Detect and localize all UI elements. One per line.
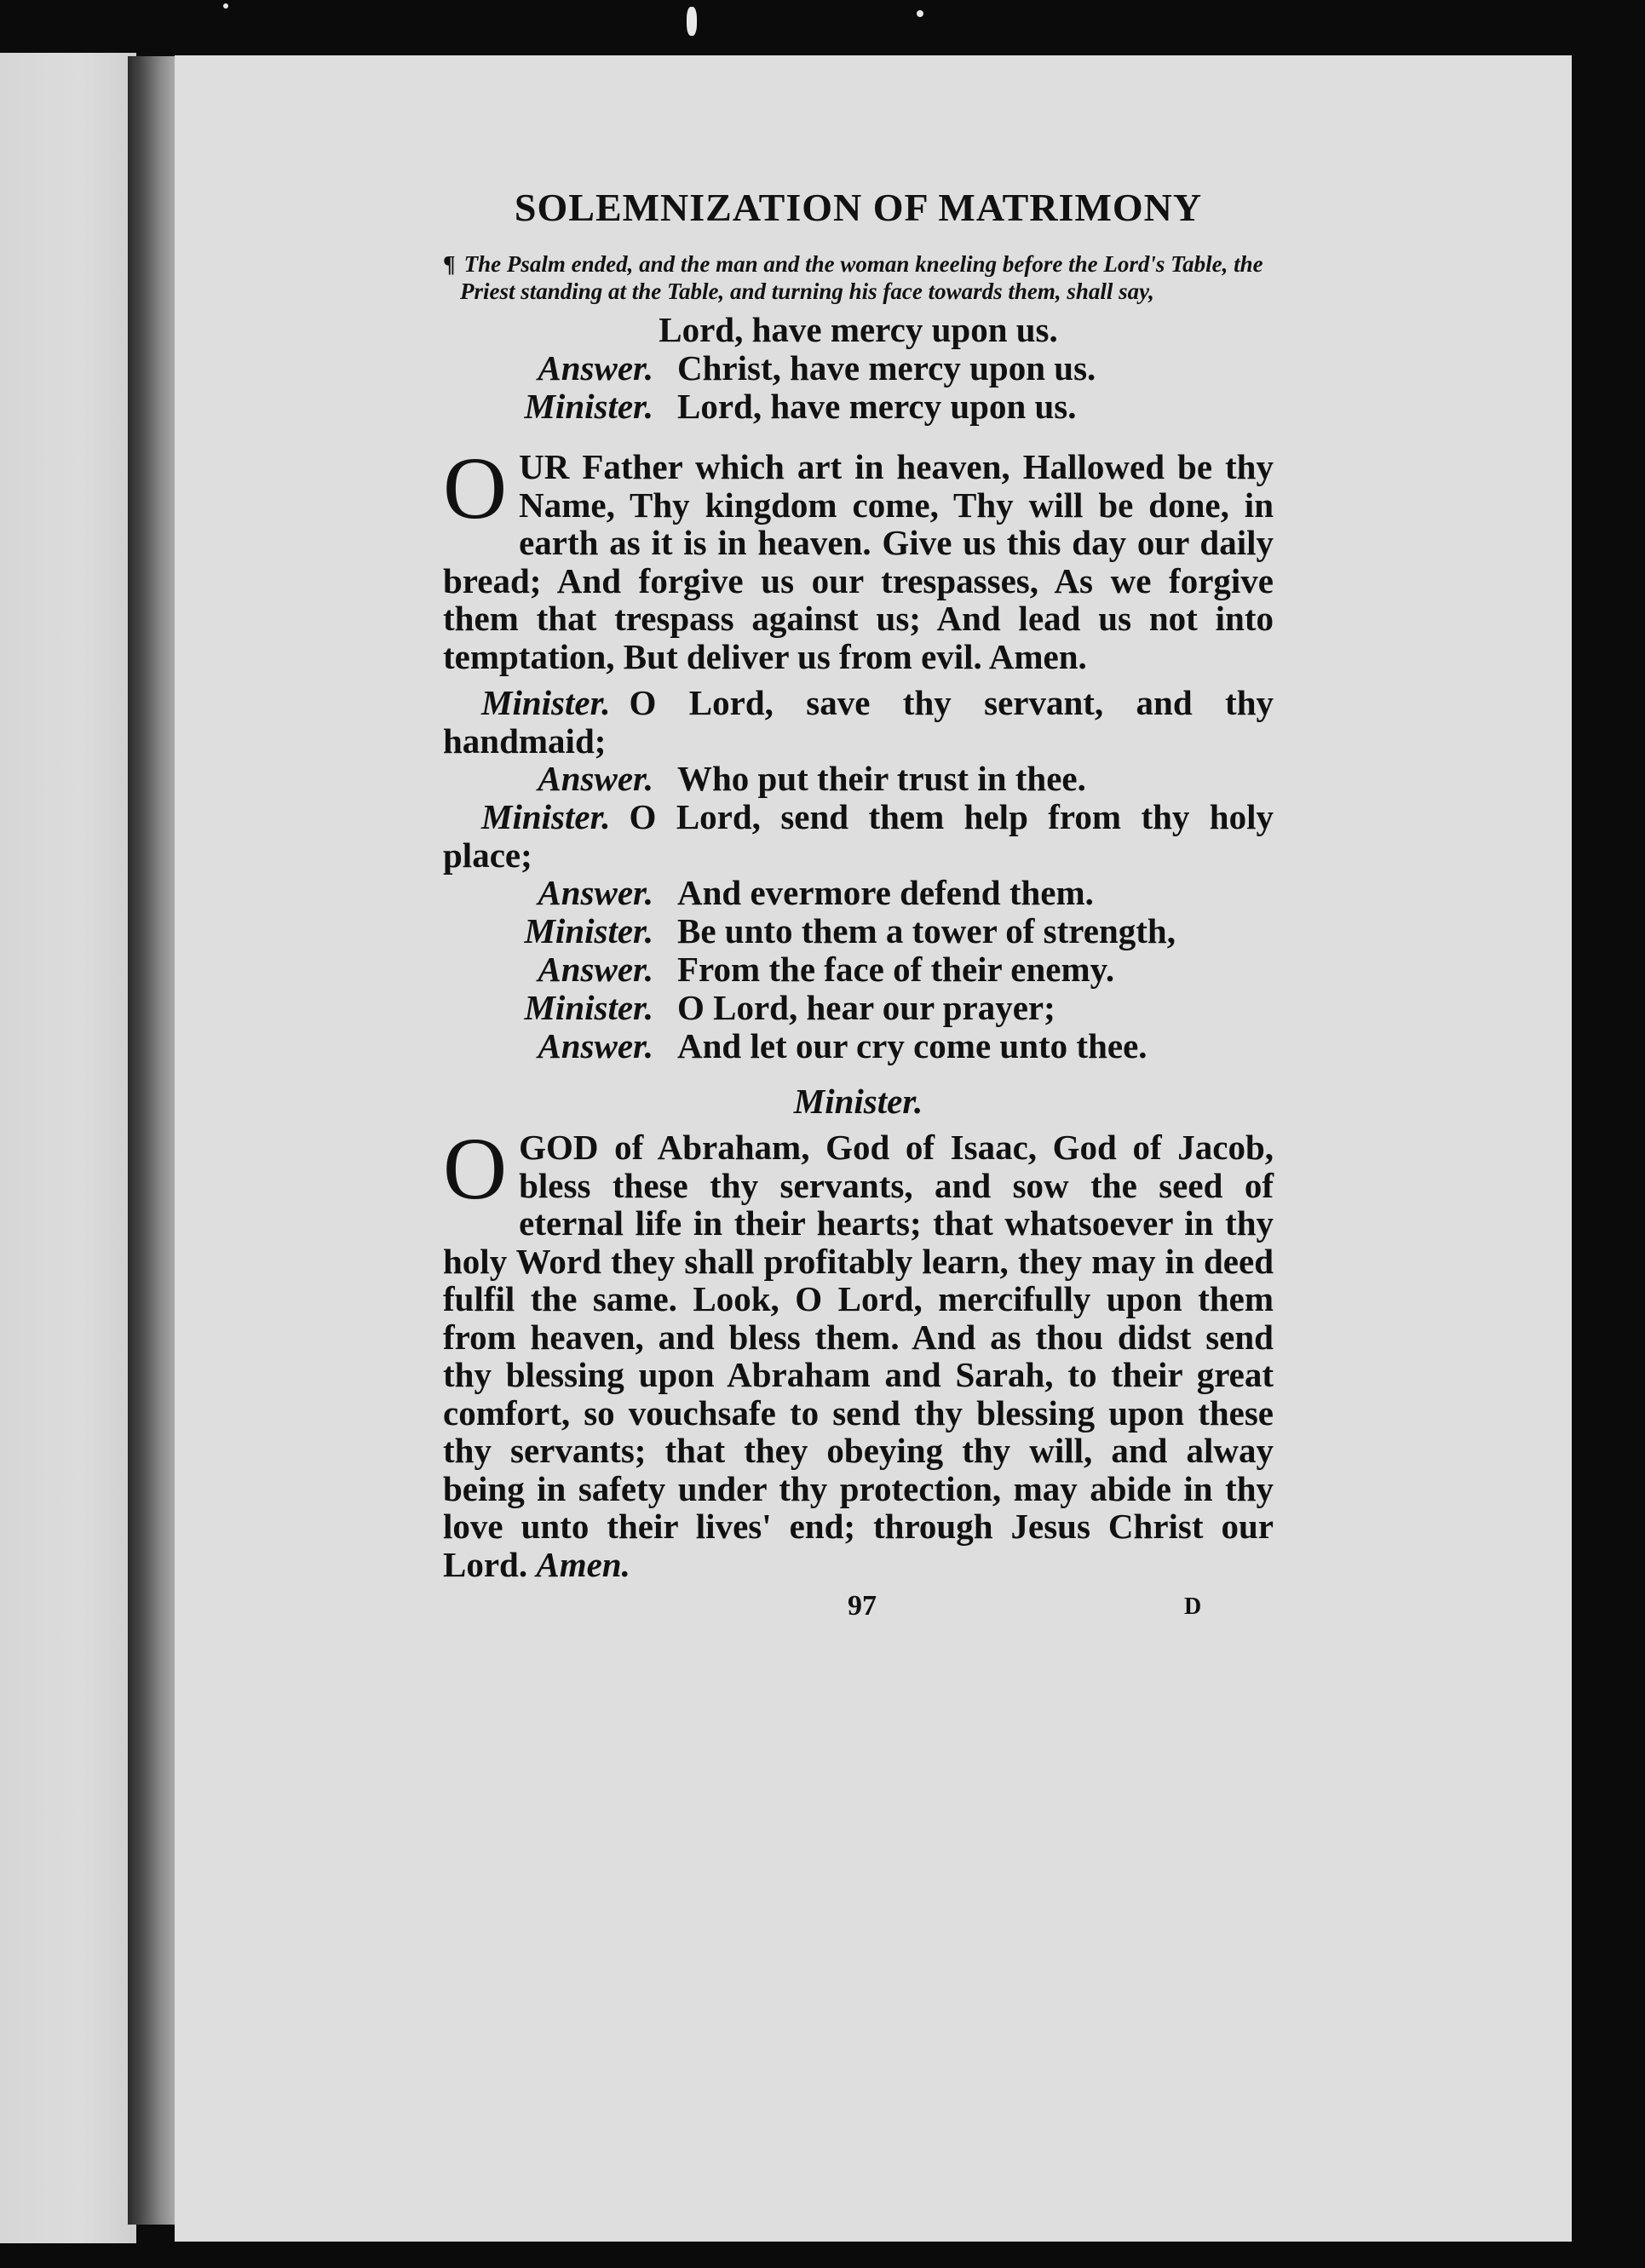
versicle-3 [443,912,1274,950]
page-title: SOLEMNIZATION OF MATRIMONY [514,186,1203,229]
rubric-instruction [443,250,1274,305]
prayer-text: of Abraham, God of Isaac, God of Jacob, bless these thy servants, and sow the seed of eternal life in their hearts; that whatsoever in thy holy Word they shall profitably learn, they may in deed fulfil the same. Look, O Lord, mercifully upon them from heaven, and bless them. And as thou didst send thy blessing upon Abraham and Sarah, to their great comfort, so vouchsafe to send thy blessing upon these thy servants; that they obeying thy will, and alway being in safety under thy protection, may abide in thy love unto their lives' end; through Jesus Christ our Lord. [443,1128,1274,1584]
response-text: And evermore defend them. [677,873,1094,912]
response-text: And let our cry come unto thee. [677,1026,1147,1065]
lords-prayer [443,439,1274,676]
page-number: 97 [848,1590,877,1622]
kyrie-minister [443,388,1274,426]
response-2 [443,874,1274,912]
response-3 [443,950,1274,989]
rubric-text: The Psalm ended, and the man and the woman kneeling before the Lord's Table, the Priest standing at the Table, and turning his face towards them, shall say, [460,251,1263,304]
speaker-label: Minister. [524,387,653,426]
signature-mark: D [1184,1593,1202,1620]
scan-speck [917,10,923,17]
drop-cap: O [443,439,508,537]
response-text: Who put their trust in thee. [677,759,1086,798]
versicle-text: O Lord, send them help from thy holy place; [443,797,1274,875]
versicle-text: O Lord, hear our prayer; [677,988,1055,1027]
lead-word: GOD [519,1128,599,1167]
speaker-label: Answer. [538,1026,653,1065]
response-text: From the face of their enemy. [677,950,1115,989]
amen-word: Amen. [536,1544,630,1584]
versicle-1 [443,684,1274,760]
marriage-prayer [443,1120,1274,1584]
drop-cap: O [443,1120,508,1218]
scan-speck [223,3,228,9]
speaker-label: Answer. [538,759,653,798]
response-text: Christ, have mercy upon us. [677,348,1096,388]
response-1 [443,760,1274,798]
versicle-text: O Lord, save thy servant, and thy handmaid; [443,683,1274,761]
speaker-label: Minister. [481,683,611,722]
page-content [443,175,1274,1633]
facing-page-edge [0,53,136,2243]
speaker-label: Minister. [524,911,653,950]
page-footer [443,1590,1274,1633]
pilcrow-icon: ¶ [443,251,456,277]
response-4 [443,1027,1274,1065]
kyrie-answer [443,349,1274,388]
speaker-label: Answer. [538,873,653,912]
speaker-label: Answer. [538,348,653,388]
kyrie-first-line: Lord, have mercy upon us. [659,310,1058,349]
speaker-label: Answer. [538,950,653,989]
response-text: Lord, have mercy upon us. [677,387,1077,426]
speaker-label: Minister. [524,988,653,1027]
prayer-text: Father which art in heaven, Hallowed be thy Name, Thy kingdom come, Thy will be done, in earth as it is in heaven. Give us this day our daily bread; And forgive us our trespasses, As we forgive them that trespass against us; And lead us not into temptation, But deliver us from evil. Amen. [443,447,1274,676]
prayer-heading: Minister. [793,1082,923,1121]
versicle-4 [443,989,1274,1027]
lead-word: UR [519,447,570,486]
scan-speck [687,7,697,36]
speaker-label: Minister. [481,797,611,836]
versicle-2 [443,798,1274,874]
versicle-text: Be unto them a tower of strength, [677,911,1176,950]
